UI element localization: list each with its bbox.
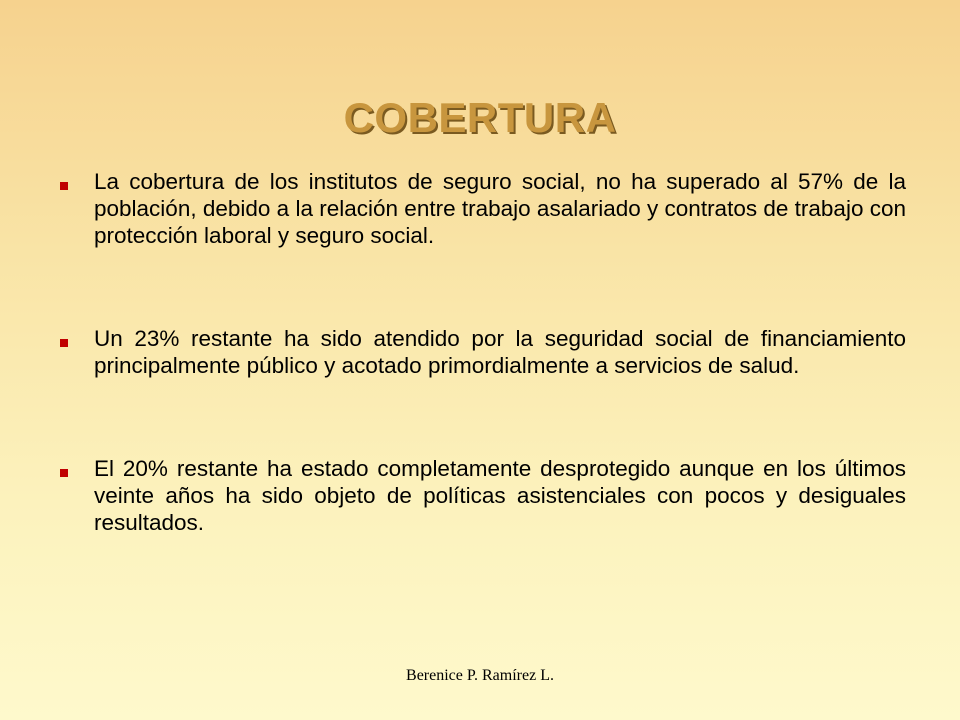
slide-title: COBERTURA: [343, 94, 617, 142]
bullet-list: [52, 168, 906, 612]
bullet-text: El 20% restante ha estado completamente desprotegido aunque en los últimos veinte años ha sido objeto de políticas asistenciales con pocos y desiguales resultados.: [94, 456, 906, 535]
footer-author: Berenice P. Ramírez L.: [406, 667, 554, 684]
bullet-text: La cobertura de los institutos de seguro social, no ha superado al 57% de la población, debido a la relación entre trabajo asalariado y contratos de trabajo con protección laboral y seguro social.: [94, 169, 906, 248]
bullet-text: Un 23% restante ha sido atendido por la seguridad social de financiamiento principalmente público y acotado primordialmente a servicios de salud.: [94, 326, 906, 378]
square-bullet-icon: [60, 339, 68, 347]
square-bullet-icon: [60, 182, 68, 190]
square-bullet-icon: [60, 469, 68, 477]
bullet-item-1: [52, 168, 906, 249]
bullet-item-2: [52, 325, 906, 379]
bullet-item-3: [52, 455, 906, 536]
